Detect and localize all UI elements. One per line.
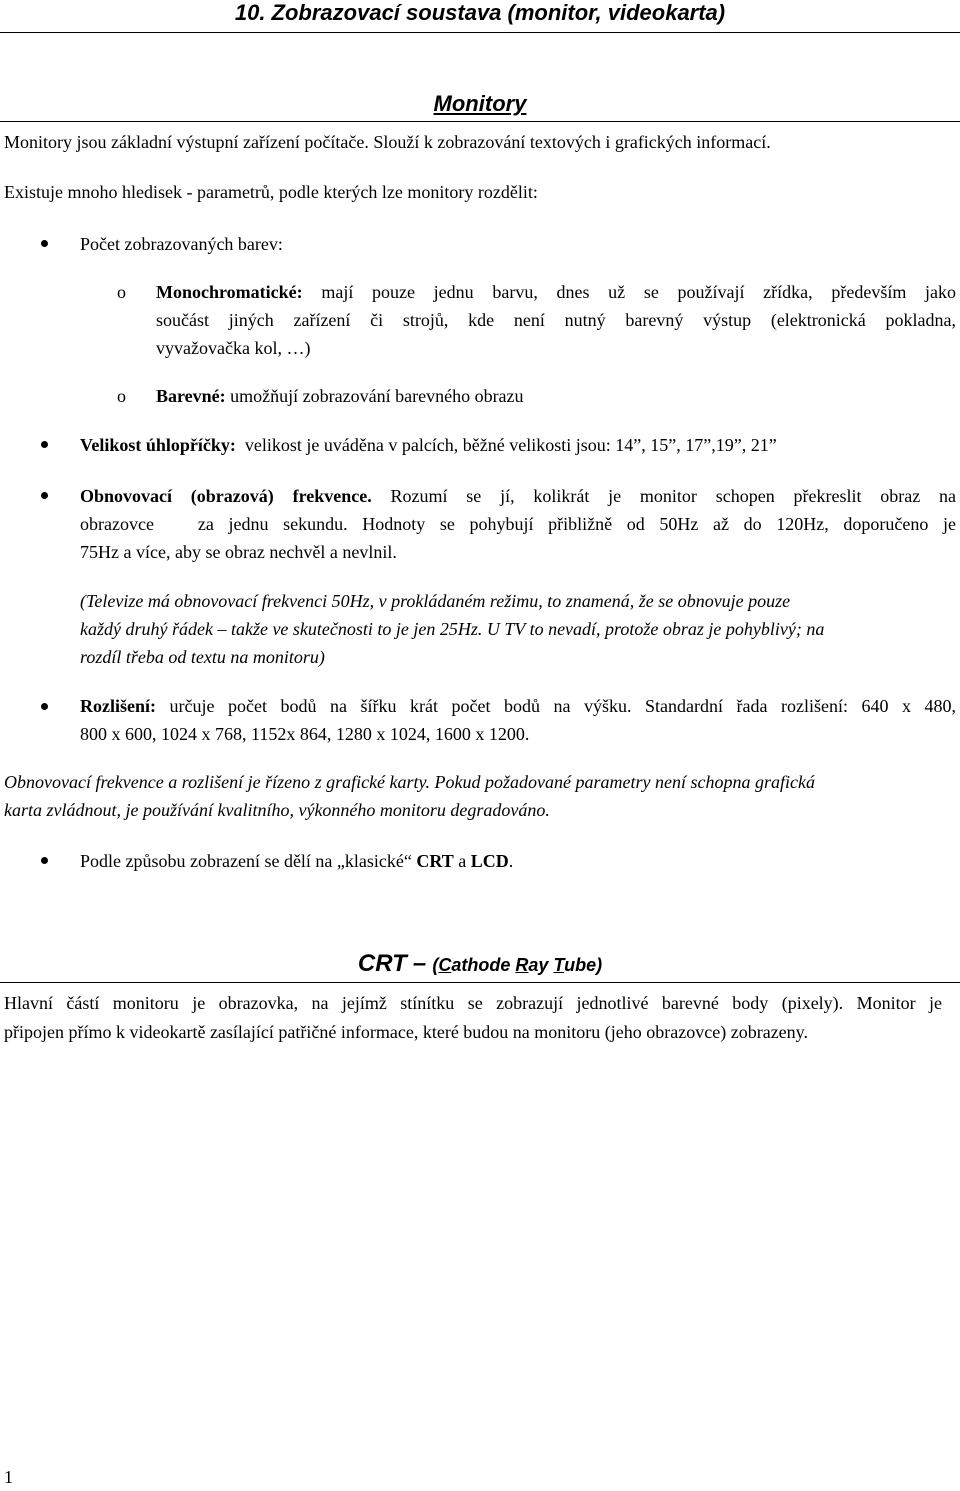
- bullet-colors: [41, 240, 48, 247]
- tv-note-line3: rozdíl třeba od textu na monitoru): [80, 647, 325, 667]
- resolution-line2: 800 x 600, 1024 x 768, 1152x 864, 1280 x 1024, 1600 x 1200.: [80, 724, 530, 744]
- mono-line1: Monochromatické: mají pouze jednu barvu, dnes už se používají zřídka, především jako: [156, 282, 956, 302]
- intro-text: Monitory jsou základní výstupní zařízení počítače. Slouží k zobrazování textových i grafických informací.: [4, 132, 771, 152]
- bullet-types: [41, 857, 48, 864]
- types-line: Podle způsobu zobrazení se dělí na „klasické“ CRT a LCD.: [80, 851, 514, 871]
- colors-label: Počet zobrazovaných barev:: [80, 234, 283, 254]
- tv-note-line2: každý druhý řádek – takže ve skutečnosti to je jen 25Hz. U TV to nevadí, protože obraz je pohyblivý; na: [80, 619, 825, 639]
- diagonal-line: Velikost úhlopříčky: velikost je uváděna v palcích, běžné velikosti jsou: 14”, 15”, 17”,19”, 21”: [80, 435, 777, 455]
- title-rule: [0, 32, 960, 33]
- refresh-line1: Obnovovací (obrazová) frekvence. Rozumí se jí, kolikrát je monitor schopen překreslit obraz na: [80, 486, 957, 506]
- refresh-line3: 75Hz a více, aby se obraz nechvěl a nevlnil.: [80, 542, 397, 562]
- bullet-diagonal: [41, 441, 48, 448]
- page-number: 1: [4, 1467, 13, 1487]
- section-heading-crt: CRT – (Cathode Ray Tube): [357, 950, 603, 977]
- sub-bullet-mono: o: [117, 282, 126, 302]
- mono-line3: vyvažovačka kol, …): [156, 338, 311, 358]
- bullet-refresh: [41, 492, 48, 499]
- crt-line1: Hlavní částí monitoru je obrazovka, na jejímž stínítku se zobrazují jednotlivé barevné body (pixely). Monitor je: [4, 993, 942, 1013]
- color-line: Barevné: umožňují zobrazování barevného obrazu: [156, 386, 524, 406]
- tv-note-line1: (Televize má obnovovací frekvenci 50Hz, v prokládaném režimu, to znamená, že se obnovuje pouze: [80, 591, 791, 611]
- sub-bullet-color: o: [117, 386, 126, 406]
- mono-line2: součást jiných zařízení či strojů, kde není nutný barevný výstup (elektronická pokladna,: [156, 310, 956, 330]
- crt-rule: [0, 982, 960, 983]
- refresh-line2: obrazovce za jednu sekundu. Hodnoty se pohybují přibližně od 50Hz až do 120Hz, doporučeno je: [80, 514, 957, 534]
- gpu-note-line1: Obnovovací frekvence a rozlišení je řízeno z grafické karty. Pokud požadované parametry není schopna grafická: [4, 772, 815, 792]
- bullet-resolution: [41, 703, 48, 710]
- crt-line2: připojen přímo k videokartě zasílající patřičné informace, které budou na monitoru (jeho obrazovce) zobrazeny.: [4, 1022, 809, 1042]
- params-intro: Existuje mnoho hledisek - parametrů, podle kterých lze monitory rozdělit:: [4, 182, 538, 202]
- chapter-title: 10. Zobrazovací soustava (monitor, videokarta): [234, 0, 726, 25]
- monitory-rule: [0, 121, 960, 122]
- resolution-line1: Rozlišení: určuje počet bodů na šířku krát počet bodů na výšku. Standardní řada rozlišení: 640 x 480,: [80, 696, 957, 716]
- gpu-note-line2: karta zvládnout, je používání kvalitního, výkonného monitoru degradováno.: [4, 800, 550, 820]
- section-heading-monitory: Monitory: [433, 91, 527, 116]
